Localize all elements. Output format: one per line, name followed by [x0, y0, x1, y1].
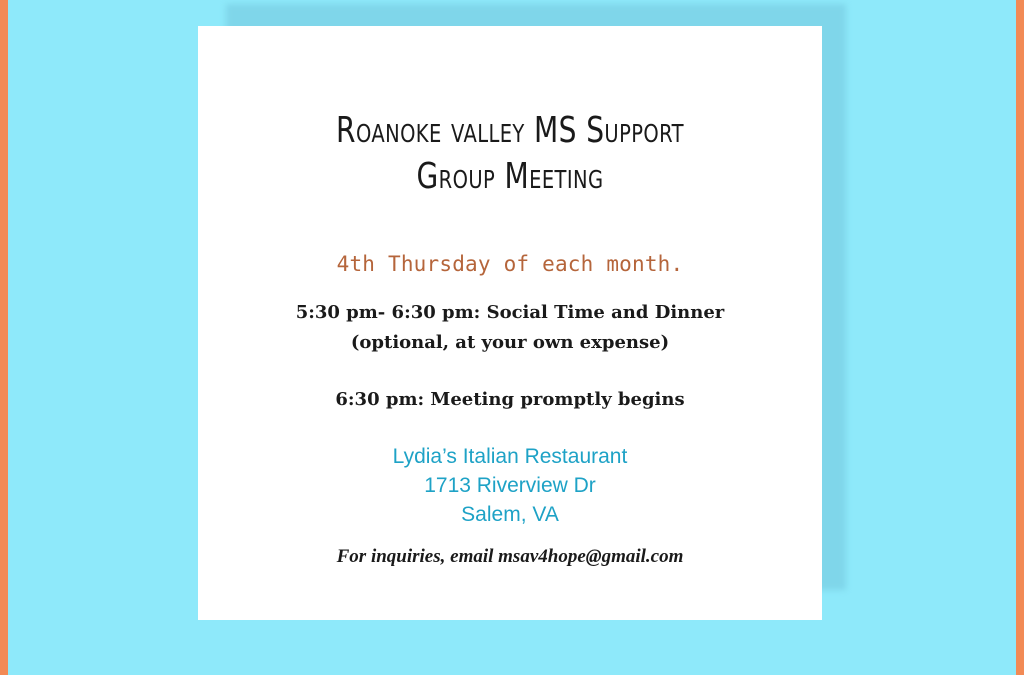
venue-street: 1713 Riverview Dr [424, 474, 596, 497]
flyer-title [267, 108, 754, 200]
venue-address [198, 442, 822, 529]
venue-city: Salem, VA [461, 503, 559, 526]
title-line-1: Roanoke valley MS Support [336, 110, 684, 151]
social-time [198, 298, 822, 358]
social-time-line-2: (optional, at your own expense) [350, 332, 670, 353]
title-line-2: Group Meeting [416, 156, 604, 197]
venue-name: Lydia’s Italian Restaurant [392, 445, 628, 468]
schedule-text: 4th Thursday of each month. [336, 252, 684, 276]
social-time-line-1: 5:30 pm- 6:30 pm: Social Time and Dinner [295, 302, 725, 323]
flyer-card [198, 26, 822, 620]
meeting-time: 6:30 pm: Meeting promptly begins [335, 389, 685, 410]
inquiries-text: For inquiries, email msav4hope@gmail.com [336, 546, 684, 567]
